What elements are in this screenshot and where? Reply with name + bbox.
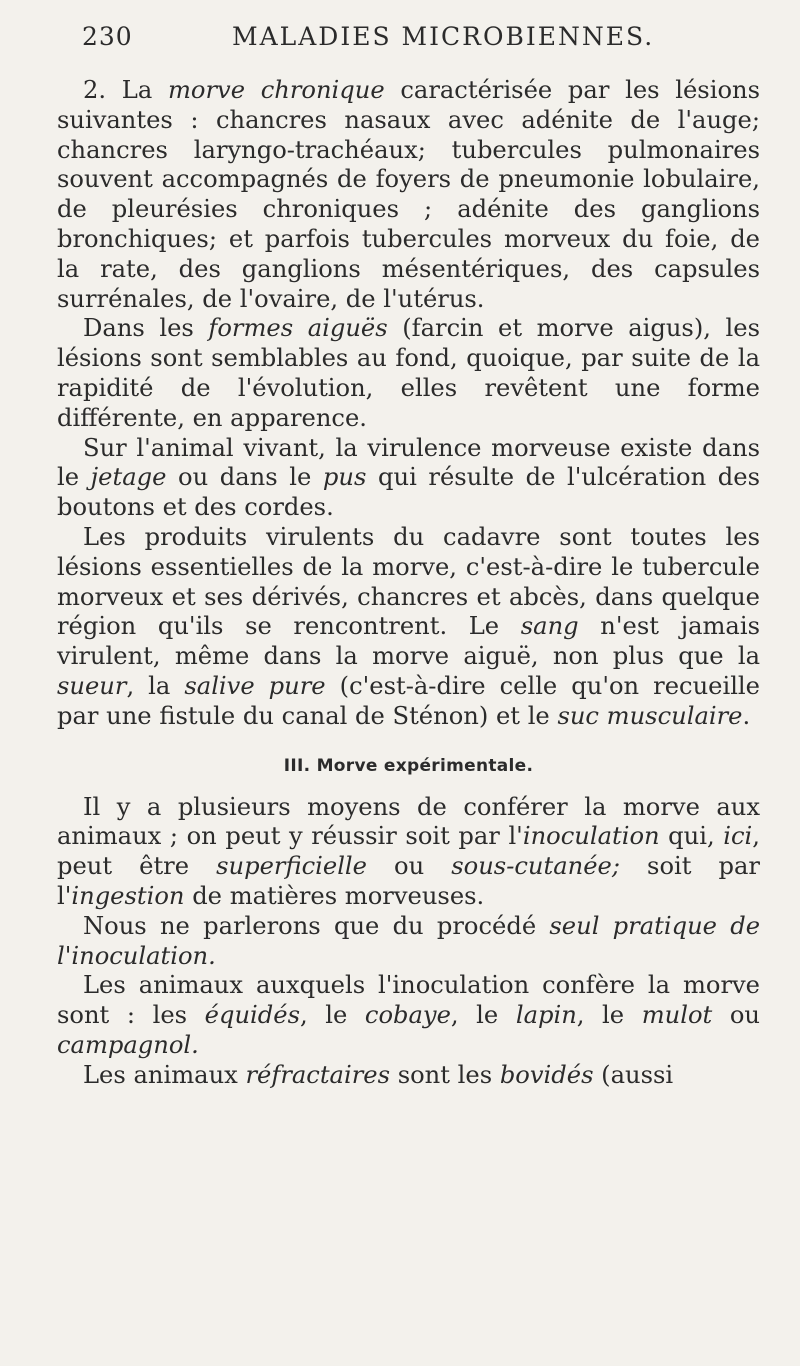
paragraph-chronic-glanders: 2. La morve chronique caractérisée par les lésions suivantes : chancres nasaux avec adénite de l'auge; chancres laryngo-trachéaux; tubercules pulmonaires souvent accompagnés de foyers de pneumonie lobulaire, de pleurésies chroniques ; adénite des ganglions bronchiques; et parfois tubercules morveux du foie, de la rate, des ganglions mésentériques, des capsules surrénales, de l'ovaire, de l'utérus. (57, 76, 761, 313)
running-title: MALADIES MICROBIENNES. (232, 22, 655, 51)
paragraph-susceptible-animals: Les animaux auxquels l'inoculation confère la morve sont : les équidés, le cobaye, le lapin, le mulot ou campagnol. (57, 971, 760, 1059)
paragraph-refractory-animals: Les animaux réfractaires sont les bovidés (aussi (83, 1060, 674, 1089)
paragraph-acute-forms: Dans les formes aiguës (farcin et morve aigus), les lésions sont semblables au fond, quoique, par suite de la rapidité de l'évolution, elles revêtent une forme différente, en apparence. (57, 314, 760, 432)
paragraph-cadaver-products: Les produits virulents du cadavre sont toutes les lésions essentielles de la morve, c'est-à-dire le tubercule morveux et ses dérivés, chancres et abcès, dans quelque région qu'ils se rencontrent. Le sang n'est jamais virulent, même dans la morve aiguë, non plus que la sueur, la salive pure (c'est-à-dire celle qu'on recueille par une fistule du canal de Sténon) et le suc musculaire. (57, 522, 760, 730)
body-text (57, 76, 760, 1091)
running-head (57, 22, 760, 62)
section-heading: III. Morve expérimentale. (283, 755, 534, 776)
paragraph-transmission-methods: Il y a plusieurs moyens de conférer la morve aux animaux ; on peut y réussir soit par l'inoculation qui, ici, peut être superficielle ou sous-cutanée; soit par l'ingestion de matières morveuses. (57, 792, 760, 910)
paragraph-inoculation-only: Nous ne parlerons que du procédé seul pratique de l'inoculation. (57, 911, 761, 970)
page-number: 230 (82, 22, 133, 51)
paragraph-living-animal: Sur l'animal vivant, la virulence morveuse existe dans le jetage ou dans le pus qui résulte de l'ulcération des boutons et des cordes. (57, 433, 760, 522)
